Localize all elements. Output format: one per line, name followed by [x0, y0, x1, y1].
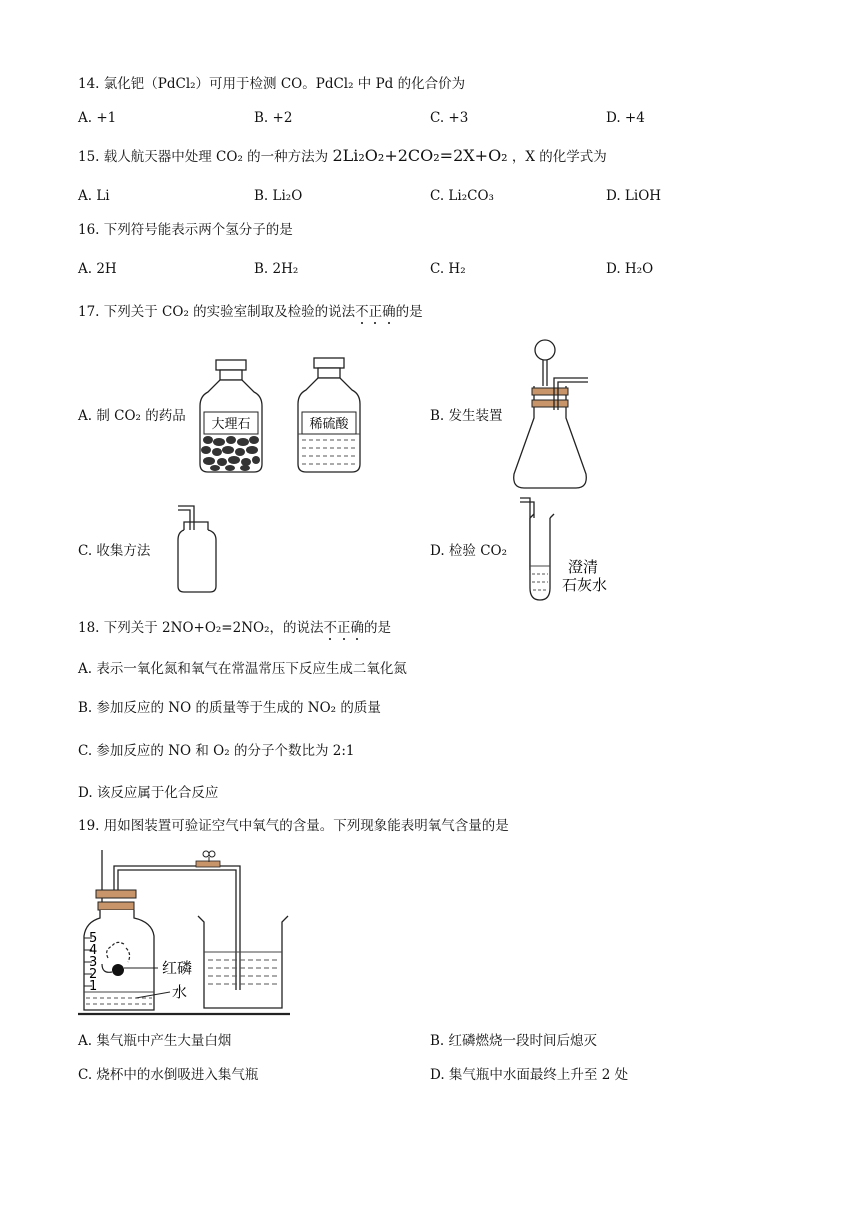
emphasis-char: 不: [355, 304, 369, 320]
q17-stem-pre: 17. 下列关于 CO₂ 的实验室制取及检验的说法: [78, 304, 356, 320]
q16-option-d[interactable]: D. H₂O: [606, 261, 654, 277]
bottle-label-marble: 大理石: [211, 417, 251, 432]
q18-option-d[interactable]: D. 该反应属于化合反应: [78, 785, 219, 801]
q15-stem-post: ，X 的化学式为: [511, 149, 607, 165]
q18-option-b[interactable]: B. 参加反应的 NO 的质量等于生成的 NO₂ 的质量: [78, 700, 381, 716]
label-red-phosphorus: 红磷: [162, 959, 193, 977]
q18-stem: [78, 618, 391, 638]
bottle-label-sulfuric-acid: 稀硫酸: [309, 417, 349, 432]
q19-option-c[interactable]: C. 烧杯中的水倒吸进入集气瓶: [78, 1067, 259, 1083]
q15-equation: 2Li₂O₂+2CO₂=2X+O₂: [332, 146, 508, 165]
q15-option-b[interactable]: B. Li₂O: [254, 188, 303, 204]
tube-label-limewater: 石灰水: [562, 576, 608, 594]
q19-option-a[interactable]: A. 集气瓶中产生大量白烟: [78, 1033, 232, 1049]
q17-stem: [78, 302, 423, 322]
scale-mark: 3: [89, 955, 98, 970]
q16-stem: 16. 下列符号能表示两个氢分子的是: [78, 222, 293, 238]
scale-mark: 1: [89, 979, 98, 994]
scale-mark: 5: [89, 931, 98, 946]
emphasis-char: 不: [323, 620, 338, 636]
q15-option-c[interactable]: C. Li₂CO₃: [430, 188, 494, 204]
q17-option-d[interactable]: D. 检验 CO₂: [430, 543, 508, 559]
q15-stem-pre: 15. 载人航天器中处理 CO₂ 的一种方法为: [78, 149, 329, 165]
q17-option-b[interactable]: B. 发生装置: [430, 408, 503, 424]
q15-stem: [78, 146, 607, 167]
reagent-bottles-diagram: [196, 352, 396, 477]
q17-stem-post: 的是: [395, 304, 423, 320]
q15-option-a[interactable]: A. Li: [78, 188, 110, 204]
q18-stem-post: 的是: [364, 620, 392, 636]
q19-option-b[interactable]: B. 红磷燃烧一段时间后熄灭: [430, 1033, 598, 1049]
q14-option-c[interactable]: C. +3: [430, 110, 469, 126]
q18-stem-pre: 18. 下列关于 2NO+O₂=2NO₂，的说法: [78, 620, 324, 636]
gas-collection-diagram: [170, 504, 232, 596]
oxygen-content-apparatus: [78, 846, 294, 1022]
q14-stem: 14. 氯化钯（PdCl₂）可用于检测 CO。PdCl₂ 中 Pd 的化合价为: [78, 76, 466, 92]
limewater-test-diagram: [516, 496, 626, 606]
emphasis-char: 确: [382, 304, 396, 320]
label-water: 水: [172, 983, 188, 1001]
q16-option-c[interactable]: C. H₂: [430, 261, 466, 277]
emphasis-char: 正: [337, 620, 351, 636]
q18-option-c[interactable]: C. 参加反应的 NO 和 O₂ 的分子个数比为 2:1: [78, 743, 355, 759]
q19-option-d[interactable]: D. 集气瓶中水面最终上升至 2 处: [430, 1067, 629, 1083]
emphasis-char: 正: [368, 304, 383, 320]
tube-label-clear: 澄清: [568, 558, 599, 576]
q19-stem: 19. 用如图装置可验证空气中氧气的含量。下列现象能表明氧气含量的是: [78, 818, 509, 834]
q17-option-c[interactable]: C. 收集方法: [78, 543, 151, 559]
q14-option-b[interactable]: B. +2: [254, 110, 293, 126]
scale-mark: 2: [89, 967, 98, 982]
emphasis-char: 确: [350, 620, 365, 636]
q16-option-b[interactable]: B. 2H₂: [254, 261, 299, 277]
scale-mark: 4: [89, 943, 98, 958]
q14-option-a[interactable]: A. +1: [78, 110, 117, 126]
q17-option-a[interactable]: A. 制 CO₂ 的药品: [78, 408, 186, 424]
q16-option-a[interactable]: A. 2H: [78, 261, 117, 277]
gas-generator-diagram: [508, 336, 598, 494]
q15-option-d[interactable]: D. LiOH: [606, 188, 662, 204]
q18-option-a[interactable]: A. 表示一氧化氮和氧气在常温常压下反应生成二氧化氮: [78, 661, 407, 677]
q14-option-d[interactable]: D. +4: [606, 110, 645, 126]
